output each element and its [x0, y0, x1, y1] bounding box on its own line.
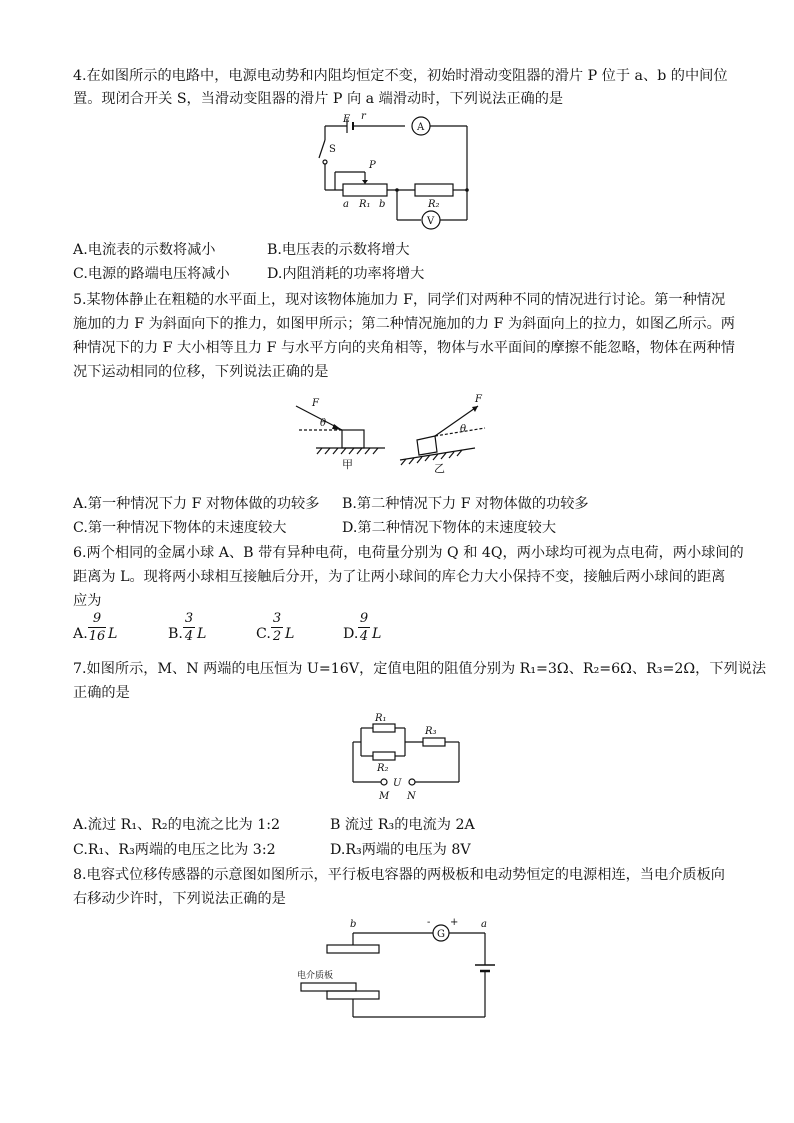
q6-a-unit: L [108, 626, 118, 642]
q6-option-a-fraction [88, 611, 106, 644]
q7-option-a: A.流过 R₁、R₂的电流之比为 1:2 [73, 817, 281, 833]
q7-stem-line1: 7.如图所示，M、N 两端的电压恒为 U=16V，定值电阻的阻值分别为 R₁=3Ω、R₂=6Ω、R₃=2Ω，下列说法 [73, 661, 767, 677]
q5-stem-line3: 种情况下的力 F 大小相等且力 F 与水平方向的夹角相等，物体与水平面间的摩擦不能忽略，物体在两种情 [73, 340, 735, 356]
ammeter-symbol: A [417, 122, 425, 133]
label-E: E [343, 114, 351, 125]
label-theta-jia: θ [320, 418, 327, 429]
q8-capacitor-figure [295, 915, 500, 1029]
q6-b-unit: L [197, 626, 207, 642]
q6-c-denominator: 2 [272, 629, 282, 644]
q4-stem-line2: 置。现闭合开关 S，当滑动变阻器的滑片 P 向 a 端滑动时，下列说法正确的是 [73, 91, 564, 107]
label-theta-yi: θ [460, 424, 467, 435]
galvanometer-symbol: G [437, 929, 445, 940]
label-M: M [379, 791, 390, 802]
label-F-yi: F [475, 394, 482, 405]
q6-c-numerator: 3 [272, 611, 282, 626]
label-P: P [369, 160, 376, 171]
label-minus: - [427, 917, 431, 928]
q6-option-d-fraction [358, 611, 370, 644]
q6-a-numerator: 9 [92, 611, 102, 626]
q7-circuit-figure [335, 712, 475, 808]
q6-b-denominator: 4 [184, 629, 194, 644]
label-R2: R₂ [377, 763, 389, 774]
q5-option-d: D.第二种情况下物体的末速度较大 [342, 520, 557, 536]
q5-stem-line1: 5.某物体静止在粗糙的水平面上，现对该物体施加力 F，同学们对两种不同的情况进行讨论。第一种情况 [73, 292, 726, 308]
q7-option-d: D.R₃两端的电压为 8V [330, 842, 471, 858]
q5-stem-line2: 施加的力 F 为斜面向下的推力，如图甲所示；第二种情况施加的力 F 为斜面向上的拉力，如图乙所示。两 [73, 316, 735, 332]
q4-stem-line1: 4.在如图所示的电路中，电源电动势和内阻均恒定不变，初始时滑动变阻器的滑片 P 位于 a、b 的中间位 [73, 68, 728, 84]
label-N: N [407, 791, 416, 802]
label-jia: 甲 [342, 458, 353, 471]
q5-option-c: C.第一种情况下物体的末速度较大 [73, 520, 287, 536]
q6-b-numerator: 3 [184, 611, 194, 626]
label-yi: 乙 [434, 462, 445, 475]
label-a: a [343, 199, 349, 210]
label-b: b [350, 919, 357, 930]
q7-option-b: B 流过 R₃的电流为 2A [330, 817, 475, 833]
q5-stem-line4: 况下运动相同的位移，下列说法正确的是 [73, 364, 329, 380]
q6-option-d-label: D. [343, 626, 359, 642]
q7-option-c: C.R₁、R₃两端的电压之比为 3:2 [73, 842, 276, 858]
q6-option-c-label: C. [256, 626, 271, 642]
label-R1: R₁ [359, 199, 371, 210]
label-dielectric: 电介质板 [297, 971, 334, 981]
label-R1: R₁ [375, 713, 387, 724]
q6-option-b-fraction [183, 611, 195, 644]
q6-a-denominator: 16 [88, 629, 106, 644]
q6-stem-line2: 距离为 L。现将两小球相互接触后分开，为了让两小球间的库仑力大小保持不变，接触后两小球间的距离 [73, 569, 726, 585]
q6-option-b-label: B. [168, 626, 183, 642]
q6-option-a-label: A. [73, 626, 88, 642]
q6-d-numerator: 9 [359, 611, 369, 626]
label-S: S [329, 144, 336, 155]
q6-stem-line1: 6.两个相同的金属小球 A、B 带有异种电荷，电荷量分别为 Q 和 4Q，两小球均可视为点电荷，两小球间的 [73, 545, 744, 561]
label-b: b [379, 199, 386, 210]
q4-option-a: A.电流表的示数将减小 [73, 242, 216, 258]
q6-c-unit: L [285, 626, 295, 642]
q8-stem-line2: 右移动少许时，下列说法正确的是 [73, 891, 286, 907]
q4-option-d: D.内阻消耗的功率将增大 [267, 266, 425, 282]
label-R3: R₃ [425, 726, 437, 737]
q5-option-b: B.第二种情况下力 F 对物体做的功较多 [342, 496, 589, 512]
voltmeter-symbol: V [427, 216, 435, 227]
q7-stem-line2: 正确的是 [73, 685, 130, 701]
q6-stem-line3: 应为 [73, 593, 102, 609]
q6-d-unit: L [372, 626, 382, 642]
q6-d-denominator: 4 [359, 629, 369, 644]
q5-force-figures [290, 390, 500, 479]
label-plus: + [450, 917, 459, 928]
label-U: U [393, 778, 402, 789]
q4-option-c: C.电源的路端电压将减小 [73, 266, 230, 282]
label-a: a [481, 919, 487, 930]
label-r: r [361, 111, 366, 122]
label-F-jia: F [312, 398, 319, 409]
q5-option-a: A.第一种情况下力 F 对物体做的功较多 [73, 496, 320, 512]
q4-option-b: B.电压表的示数将增大 [267, 242, 410, 258]
q4-circuit-figure [305, 110, 485, 239]
label-R2: R₂ [428, 199, 440, 210]
q8-stem-line1: 8.电容式位移传感器的示意图如图所示，平行板电容器的两极板和电动势恒定的电源相连，当电介质板向 [73, 867, 725, 883]
q6-option-c-fraction [271, 611, 283, 644]
